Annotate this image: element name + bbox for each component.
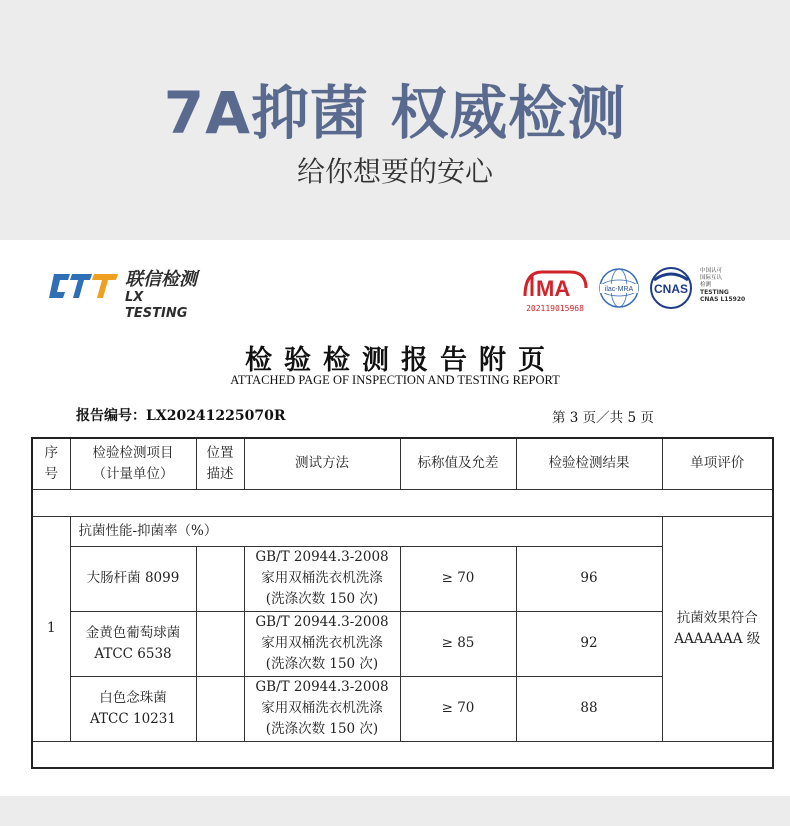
standard-cell: ≥ 85: [400, 611, 516, 676]
result-cell: 92: [516, 611, 662, 676]
result-cell: 96: [516, 546, 662, 611]
logo-name-en: LX TESTING: [125, 290, 188, 321]
method-cell: GB/T 20944.3-2008 家用双桶洗衣机洗涤 (洗涤次数 150 次): [244, 546, 400, 611]
item-cell: 大肠杆菌 8099: [70, 546, 196, 611]
cnas-line: 国际互认: [700, 275, 723, 281]
ilac-mra-cert: [598, 266, 640, 310]
blank-cell: [32, 741, 773, 768]
logo-name-cn: 联信检测: [125, 269, 197, 290]
position-cell: [196, 546, 244, 611]
report-number: 报告编号：LX20241225070R: [76, 408, 286, 424]
header-item: 检验检测项目 （计量单位）: [70, 438, 196, 489]
method-cell: GB/T 20944.3-2008 家用双桶洗衣机洗涤 (洗涤次数 150 次): [244, 676, 400, 741]
cnas-caption: [700, 268, 760, 303]
standard-cell: ≥ 70: [400, 676, 516, 741]
blank-row: [32, 741, 773, 768]
result-cell: 88: [516, 676, 662, 741]
page-number: 第 3 页／共 5 页: [552, 410, 654, 426]
blank-cell: [32, 489, 773, 516]
blank-row: [32, 489, 773, 516]
table-header-row: [32, 438, 773, 489]
svg-text:CNAS: CNAS: [653, 282, 689, 296]
method-cell: GB/T 20944.3-2008 家用双桶洗衣机洗涤 (洗涤次数 150 次): [244, 611, 400, 676]
category-cell: 抗菌性能-抑菌率（%）: [70, 516, 662, 546]
hero-title: 7A抑菌 权威检测: [163, 79, 627, 147]
header-evaluation: 单项评价: [662, 438, 773, 489]
cnas-line: 检测: [700, 282, 712, 288]
header-standard: 标称值及允差: [400, 438, 516, 489]
evaluation-cell: 抗菌效果符合 AAAAAAA 级: [662, 516, 773, 741]
seq-cell: 1: [32, 516, 70, 741]
cnas-seal-icon: [646, 266, 696, 310]
header-method: 测试方法: [244, 438, 400, 489]
svg-text:ilac-MRA: ilac-MRA: [604, 286, 634, 293]
item-cell: 白色念珠菌 ATCC 10231: [70, 676, 196, 741]
position-cell: [196, 611, 244, 676]
item-cell: 金黄色葡萄球菌 ATCC 6538: [70, 611, 196, 676]
ilac-mra-icon: [598, 266, 640, 310]
hero-banner: [0, 0, 790, 240]
results-table: [31, 437, 774, 769]
cma-seal-icon: [520, 266, 590, 304]
cnas-line: TESTING: [700, 289, 729, 296]
cma-number: 202119015968: [526, 304, 584, 313]
header-position: 位置 描述: [196, 438, 244, 489]
header-result: 检验检测结果: [516, 438, 662, 489]
document-title: 检验检测报告附页: [245, 345, 557, 376]
cnas-line: CNAS L15920: [700, 296, 746, 303]
document-subtitle: ATTACHED PAGE OF INSPECTION AND TESTING REPORT: [230, 373, 560, 387]
table-row: [32, 546, 773, 611]
table-row: [32, 611, 773, 676]
position-cell: [196, 676, 244, 741]
standard-cell: ≥ 70: [400, 546, 516, 611]
header-seq: 序 号: [32, 438, 70, 489]
table-row: [32, 676, 773, 741]
cnas-line: 中国认可: [700, 268, 723, 274]
lxt-logo-mark-icon: [48, 270, 120, 302]
bottom-strip: [0, 796, 790, 826]
hero-subtitle: 给你想要的安心: [296, 155, 493, 188]
svg-text:MA: MA: [536, 276, 571, 301]
cnas-cert: [646, 266, 696, 310]
cma-cert: [520, 266, 590, 316]
category-row: [32, 516, 773, 546]
lx-testing-logo: [48, 269, 208, 321]
